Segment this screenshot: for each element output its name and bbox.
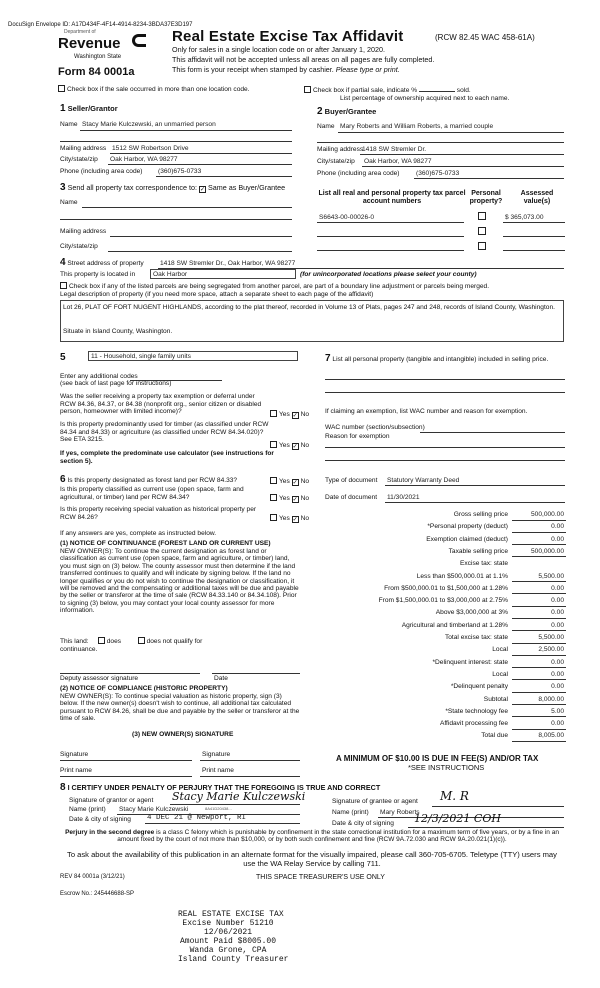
legal-label: Legal description of property (if you need more space, attach a separate sheet to each page of the affidavit) xyxy=(60,291,374,298)
seller-name[interactable]: Stacy Marie Kulczewski, an unmarried person xyxy=(82,121,216,128)
grantor-date[interactable]: 4 DEC 21 @ Newport, RI xyxy=(147,814,247,822)
doc-type-label: Type of document xyxy=(325,477,378,484)
header-note-3: This form is your receipt when stamped by cashier. Please type or print. xyxy=(172,65,400,74)
header-note-1: Only for sales in a single location code on or after January 1, 2020. xyxy=(172,45,385,54)
form-title: Real Estate Excise Tax Affidavit xyxy=(172,28,404,45)
tax-row-value[interactable]: 2,500.00 xyxy=(538,646,564,654)
tax-row-line xyxy=(512,544,566,545)
buyer-name[interactable]: Mary Roberts and William Roberts, a married couple xyxy=(340,123,494,130)
tax-row-label: Subtotal xyxy=(483,695,508,703)
tax-row-value[interactable]: 0.00 xyxy=(551,670,564,678)
grantor-sig-label: Signature of grantor or agent xyxy=(69,797,154,804)
tax-row-label: Total due xyxy=(481,732,508,740)
q6-2-yes-no[interactable]: Yes ✓ No xyxy=(270,494,309,503)
tax-row-value[interactable]: 0.00 xyxy=(551,720,564,728)
corr-city-label: City/state/zip xyxy=(60,243,98,250)
agency-top: Department of xyxy=(64,29,96,35)
tax-row-line xyxy=(512,643,566,644)
exemption-question: Was the seller receiving a property tax exemption or deferral under RCW 84.36, 84.37, or 84.38 (nonprofit org., senior citizen or disabled person, homeowner with limited income)? xyxy=(60,393,262,416)
corr-name-label: Name xyxy=(60,199,78,206)
tax-row-label: Gross selling price xyxy=(453,511,508,518)
tax-row-label: Exemption claimed (deduct) xyxy=(426,535,508,543)
property-address[interactable]: 1418 SW Stremler Dr., Oak Harbor, WA 98277 xyxy=(160,260,296,267)
checkbox-icon[interactable] xyxy=(60,282,67,289)
seller-mail[interactable]: 1512 SW Robertson Drive xyxy=(112,145,189,152)
grantor-name-label: Name (print) xyxy=(69,806,106,813)
q1-yes-no[interactable]: Yes ✓ No xyxy=(270,410,309,419)
tax-row-line xyxy=(512,593,566,594)
located-select[interactable]: Oak Harbor xyxy=(150,269,296,279)
assessed-value[interactable]: $ 365,073.00 xyxy=(505,214,544,221)
tax-row-value[interactable]: 5,500.00 xyxy=(538,634,564,641)
tax-row-line xyxy=(512,606,566,607)
tax-row-label: From $1,500,000.01 to $3,000,000 at 2.75% xyxy=(378,597,508,605)
tax-row-line xyxy=(512,729,566,730)
grantor-signature[interactable]: Stacy Marie Kulczewski xyxy=(172,790,306,803)
seller-heading: 1 Seller/Grantor xyxy=(60,103,118,114)
tax-row-value[interactable]: 0.00 xyxy=(551,621,564,629)
property-address-row: 4 Street address of property xyxy=(60,257,144,268)
multi-location-check[interactable]: Check box if the sale occurred in more than one location code. xyxy=(58,85,250,94)
buyer-heading: 2 Buyer/Grantee xyxy=(317,106,377,117)
buyer-name-label: Name xyxy=(317,123,335,130)
grantee-name-label: Name (print) xyxy=(332,809,369,816)
tax-row-value[interactable]: 5,500.00 xyxy=(538,572,564,580)
use-code-select[interactable]: 11 - Household, single family units xyxy=(88,351,298,361)
tax-row-label: Taxable selling price xyxy=(448,547,508,555)
tax-row-line xyxy=(512,655,566,656)
tax-row-line xyxy=(512,741,566,742)
agency-logo: Revenue xyxy=(58,35,121,52)
tax-row-line xyxy=(512,630,566,631)
grantor-name[interactable]: Stacy Marie Kulczewski xyxy=(119,806,189,813)
tax-row-label: *Personal property (deduct) xyxy=(427,523,508,531)
logo-mark-icon xyxy=(132,34,146,47)
tax-row-value[interactable]: 8,005.00 xyxy=(538,732,564,740)
q6-3-yes-no[interactable]: Yes ✓ No xyxy=(270,514,309,523)
minimum-due-notice: A MINIMUM OF $10.00 IS DUE IN FEE(S) AND/OR TAX xyxy=(336,754,539,763)
treasurer-stamp: REAL ESTATE EXCISE TAX Excise Number 51210 12/06/2021 Amount Paid $8005.00 Wanda Grone, CPA Island County Treasurer xyxy=(178,910,289,964)
tax-row-label: *State technology fee xyxy=(445,707,508,715)
section-5-number: 5 xyxy=(60,352,66,363)
seller-city[interactable]: Oak Harbor, WA 98277 xyxy=(110,156,178,163)
tax-row-value[interactable]: 0.00 xyxy=(551,523,564,531)
tax-row-value[interactable]: 5.00 xyxy=(551,707,564,715)
tax-row-label: Agricultural and timberland at 1.28% xyxy=(401,621,508,629)
treasurer-use-label: THIS SPACE TREASURER'S USE ONLY xyxy=(256,874,385,881)
tax-row-label: *Delinquent interest: state xyxy=(432,658,508,666)
new-owner-print-label-2: Print name xyxy=(202,767,234,774)
compliance-heading: (2) NOTICE OF COMPLIANCE (HISTORIC PROPERTY) xyxy=(60,685,228,692)
grantee-date-label: Date & city of signing xyxy=(332,820,394,827)
grantor-date-label: Date & city of signing xyxy=(69,816,131,823)
tax-row-line xyxy=(512,716,566,717)
seller-name-label: Name xyxy=(60,121,78,128)
seller-phone[interactable]: (360)675-0733 xyxy=(158,168,202,175)
checkbox-icon[interactable] xyxy=(304,86,311,93)
form-number: Form 84 0001a xyxy=(58,66,135,78)
tax-row-line xyxy=(512,556,566,557)
state-label: Washington State xyxy=(74,54,122,60)
parcel-number[interactable]: S6643-00-00026-0 xyxy=(319,214,374,221)
tax-row-label: Total excise tax: state xyxy=(444,634,508,641)
personal-property-checkbox-2[interactable] xyxy=(478,227,488,237)
tax-row-value[interactable]: 500,000.00 xyxy=(530,511,564,518)
tax-row-value[interactable]: 0.00 xyxy=(551,535,564,543)
timber-question: Is this property predominantly used for timber (as classified under RCW 84.34 and 84.33) or agriculture (as classified under RCW 84.34.020)? See ETA 3215. xyxy=(60,421,269,444)
partial-sale-check[interactable]: Check box if partial sale, indicate % sold. xyxy=(304,86,471,95)
signature-id: 8A41D20438... xyxy=(205,806,232,811)
deputy-date-label: Date xyxy=(214,675,228,682)
revision-label: REV 84 0001a (3/12/21) xyxy=(60,874,125,880)
same-as-buyer-checkbox[interactable]: ✓ xyxy=(200,187,206,193)
alternate-format-notice: To ask about the availability of this publication in an alternate format for the visually impaired, please call 360-705-6705. Teletype (TTY) users may use the WA Relay Service by calling 711. xyxy=(67,850,557,868)
new-owner-sig-label-2: Signature xyxy=(202,751,231,758)
tax-row-value[interactable]: 0.00 xyxy=(551,597,564,605)
tax-row-label: Above $3,000,000 at 3% xyxy=(435,609,508,617)
tax-row-line xyxy=(512,679,566,680)
compliance-body: NEW OWNER(S): To continue special valuation as historic property, sign (3) below. If the new owner(s) doesn't wish to continue, all additional tax calculated pursuant to RCW 84.26, shall be due and payable by the seller or transferor at the time of sale. xyxy=(60,693,300,723)
form-citation: (RCW 82.45 WAC 458-61A) xyxy=(435,33,535,42)
doc-date[interactable]: 11/30/2021 xyxy=(387,494,420,501)
wac-label: WAC number (section/subsection) xyxy=(325,424,425,431)
exemption-label: If claiming an exemption, list WAC number and reason for exemption. xyxy=(325,408,528,415)
seller-mail-label: Mailing address xyxy=(60,145,107,152)
tax-row-value[interactable]: 0.00 xyxy=(551,683,564,691)
seller-city-label: City/state/zip xyxy=(60,156,98,163)
tax-row-label: *Delinquent penalty xyxy=(450,683,508,691)
buyer-mail-label: Mailing address xyxy=(317,146,364,153)
tax-row-label: Local xyxy=(492,646,508,654)
personal-property-checkbox-3[interactable] xyxy=(478,242,488,252)
tax-row-line xyxy=(512,581,566,582)
continuance-heading: (1) NOTICE OF CONTINUANCE (FOREST LAND OR CURRENT USE) xyxy=(60,540,271,547)
header-note-2: This affidavit will not be accepted unless all areas on all pages are fully completed. xyxy=(172,55,435,64)
predominate-use-note: If yes, complete the predominate use calculator (see instructions for section 5). xyxy=(60,450,274,465)
tax-row-line xyxy=(512,667,566,668)
q2-yes-no[interactable]: Yes ✓ No xyxy=(270,441,309,450)
this-land-row: This land: does does not qualify for xyxy=(60,638,203,645)
percentage-note: List percentage of ownership acquired next to each name. xyxy=(340,95,510,102)
grantee-signature[interactable]: M. R xyxy=(440,789,469,803)
tax-row-value[interactable]: 8,000.00 xyxy=(538,695,564,703)
personal-property-list: 7 List all personal property (tangible and intangible) included in selling price. xyxy=(325,353,549,364)
buyer-phone-label: Phone (including area code) xyxy=(317,170,400,177)
see-instructions: *SEE INSTRUCTIONS xyxy=(408,763,485,772)
doc-date-label: Date of document xyxy=(325,494,378,501)
new-owner-sig-label-1: Signature xyxy=(60,751,89,758)
personal-property-col-header: Personal property? xyxy=(469,190,503,206)
segregated-check[interactable]: Check box if any of the listed parcels are being segregated from another parcel, are part of a boundary line adjustment or parcels being merged. xyxy=(60,282,489,291)
buyer-city-label: City/state/zip xyxy=(317,158,355,165)
doc-type[interactable]: Statutory Warranty Deed xyxy=(387,477,460,484)
legal-description[interactable]: Lot 26, PLAT OF FORT NUGENT HIGHLANDS, according to the plat thereof, recorded in Volume 13 of Plats, pages 247 and 248, records of Island County, Washington. Situate in Island County, Washington. xyxy=(60,300,564,342)
current-use-question: Is this property classified as current use (open space, farm and agricultural, or timber) land per RCW 84.34? xyxy=(60,486,244,501)
tax-row-line xyxy=(512,532,566,533)
does-not-checkbox[interactable] xyxy=(138,637,145,644)
grantee-date[interactable]: 12/3/2021 COH xyxy=(414,812,501,825)
buyer-mail[interactable]: 1418 SW Stremler Dr. xyxy=(362,146,427,153)
historic-question: Is this property receiving special valuation as historical property per RCW 84.26? xyxy=(60,506,257,521)
continuance-word: continuance. xyxy=(60,646,98,653)
reason-label: Reason for exemption xyxy=(325,433,390,440)
located-label: This property is located in xyxy=(60,271,136,278)
tax-row-label: Affidavit processing fee xyxy=(439,720,508,728)
tax-row-line xyxy=(512,520,566,521)
tax-row-value[interactable]: 0.00 xyxy=(551,584,564,592)
tax-row-line xyxy=(512,692,566,693)
additional-codes-label: Enter any additional codes xyxy=(60,373,138,380)
tax-row-value[interactable]: 0.00 xyxy=(551,658,564,666)
personal-property-checkbox-1[interactable] xyxy=(478,212,488,222)
corr-mail-label: Mailing address xyxy=(60,228,107,235)
tax-row-label: Local xyxy=(492,670,508,678)
seller-phone-label: Phone (including area code) xyxy=(60,168,143,175)
parcel-col-header: List all real and personal property tax parcel account numbers xyxy=(318,190,466,206)
if-any-note: If any answers are yes, complete as instructed below. xyxy=(60,530,217,537)
assessed-value-col-header: Assessed value(s) xyxy=(520,190,554,206)
q6-1-yes-no[interactable]: Yes ✓ No xyxy=(270,477,309,486)
deputy-signature-label: Deputy assessor signature xyxy=(60,675,139,682)
perjury-notice: Perjury in the second degree is a class C felony which is punishable by confinement in the state correctional institution for a maximum term of five years, or by a fine in an amount fixed by the court of not more than $10,000, or by both such confinement and fine (RCW 9A.72.030 and RCW 9A.20.021(1)(c)). xyxy=(65,829,559,844)
buyer-city[interactable]: Oak Harbor, WA 98277 xyxy=(364,158,432,165)
tax-row-value[interactable]: 0.00 xyxy=(551,609,564,617)
tax-row-line xyxy=(512,618,566,619)
new-owner-signature-heading: (3) NEW OWNER(S) SIGNATURE xyxy=(132,731,234,738)
tax-row-label: From $500,000.01 to $1,500,000 at 1.28% xyxy=(384,584,508,592)
tax-row-value[interactable]: 500,000.00 xyxy=(530,547,564,555)
correspondence-row: 3 Send all property tax correspondence to: ✓ Same as Buyer/Grantee xyxy=(60,182,286,193)
new-owner-print-label-1: Print name xyxy=(60,767,92,774)
checkbox-icon[interactable] xyxy=(58,85,65,92)
docusign-envelope-id: DocuSign Envelope ID: A17D434F-4F14-4914-8234-3BDA37E3D197 xyxy=(8,22,193,28)
does-checkbox[interactable] xyxy=(98,637,105,644)
tax-row-label: Less than $500,000.01 at 1.1% xyxy=(416,572,508,580)
certify-statement: 8 I CERTIFY UNDER PENALTY OF PERJURY THAT THE FOREGOING IS TRUE AND CORRECT xyxy=(60,782,381,793)
unincorporated-note: (for unincorporated locations please select your county) xyxy=(300,271,477,278)
continuance-body: NEW OWNER(S): To continue the current designation as forest land or classification as current use (open space, farm and agriculture, or timber) land, you must sign on (3) below. The county assessor must then determine if the land transferred continues to qualify and will indicate by signing below. If the land no longer qualifies or you do not wish to continue the designation or classification, it will be removed and the compensating or additional taxes will be due and payable by the seller or transferor at the time of sale (RCW 84.33.140 or 84.34.108). Prior to signing (3) below, you may contact your local county assessor for more information. xyxy=(60,548,299,614)
tax-row-line xyxy=(512,704,566,705)
grantee-name[interactable]: Mary Roberts xyxy=(380,809,420,816)
forest-question: 6 Is this property designated as forest land per RCW 84.33? xyxy=(60,474,238,485)
buyer-phone[interactable]: (360)675-0733 xyxy=(416,170,460,177)
escrow-number: Escrow No.: 245446688-SP xyxy=(60,891,135,897)
grantee-sig-label: Signature of grantee or agent xyxy=(332,798,418,805)
additional-codes-note: (see back of last page for instructions) xyxy=(60,380,172,387)
tax-row-label: Excise tax: state xyxy=(459,560,508,568)
